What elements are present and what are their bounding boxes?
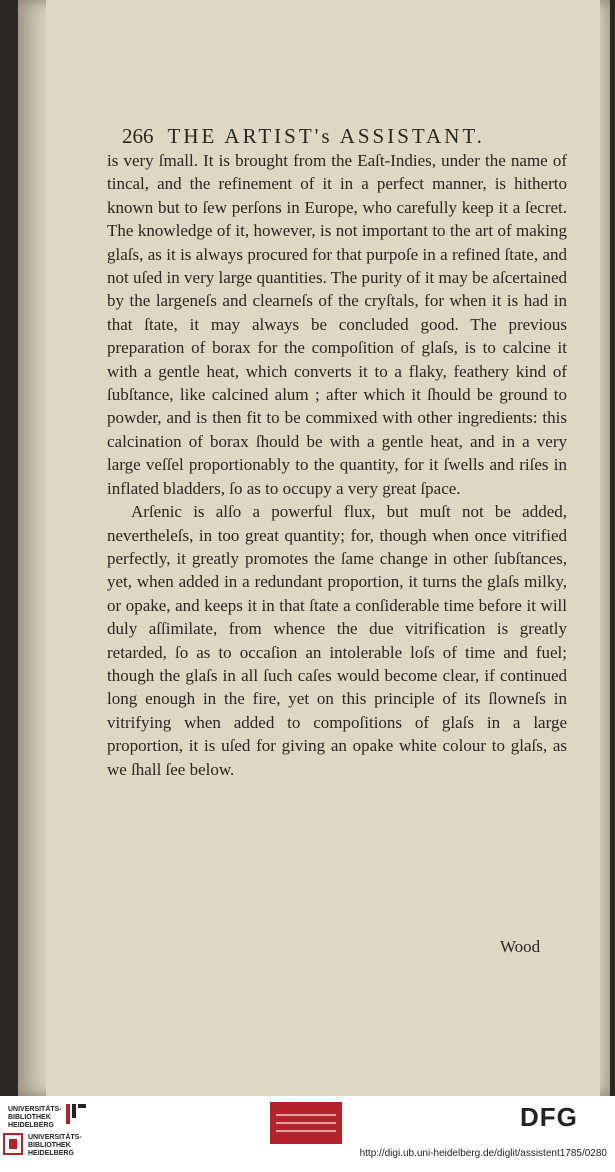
digitization-badge-icon [270,1102,342,1144]
library-name-bottom: UNIVERSITÄTS-BIBLIOTHEK HEIDELBERG [28,1134,82,1157]
body-text [107,149,567,781]
dfg-logo: DFG [520,1102,578,1132]
library-logo-icon [64,1102,88,1126]
paragraph-arsenic: Arſenic is alſo a powerful flux, but muſt not be added, neverthеleſs, in too great quantity; for, though when once vitrified perfectly, it greatly promotes the ſame change in other ſubſtances, yet, when added in a redundant proportion, it turns the glaſs milky, or opake, and keeps it in that ſtate a conſiderable time before it will duly aſſimilate, from whence the due vitrification is greatly retarded, ſo as to occaſion an intolerable loſs of time and fuel; though the glaſs in all ſuch caſes would become clear, if continued long enough in the fire, yet on this principle of its ſlowneſs in vitrifying when added to compoſitions of glaſs in a large proportion, it is uſed for giving an opake white colour to glaſs, as we ſhall ſee below. [107,502,567,779]
library-seal-icon [2,1132,24,1156]
running-title: THE ARTIST's ASSISTANT. [167,124,485,148]
paragraph-borax: is very ſmall. It is brought from the Eaſt-Indies, under the name of tincal, and the refinement of it in a perfect manner, is hitherto known but to ſew perſons in Europe, who carefully keep it a ſecret. The knowledge of it, however, is not important to the art of making glaſs, as it is always procured for that purpoſe in a refined ſtate, and not uſed in very large quantities. The purity of it may be aſcertained by the largeneſs and clearneſs of the cryſtals, for when it is had in that ſtate, it may always be concluded good. The previous preparation of borax for the compoſition of glaſs, is to calcine it with a gentle heat, which converts it to a flaky, feathery kind of ſubſtance, like calcined alum ; after which it ſhould be ground to powder, and is then fit to be commixed with other ingredients: this calcination of borax ſhould be with a gentle heat, and in a very large veſſel proportionably to the quantity, for it ſwells and riſes in inflated bladders, ſo as to occupy a very great ſpace. [107,151,567,498]
permalink-url[interactable]: http://digi.ub.uni-heidelberg.de/diglit/assistent1785/0280 [359,1148,607,1159]
catchword: Wood [500,937,541,956]
page-number: 266 [122,124,154,148]
running-head [122,124,485,149]
footer-bar [0,1096,615,1172]
library-name-top: UNIVERSITÄTS-BIBLIOTHEK HEIDELBERG [8,1106,62,1129]
